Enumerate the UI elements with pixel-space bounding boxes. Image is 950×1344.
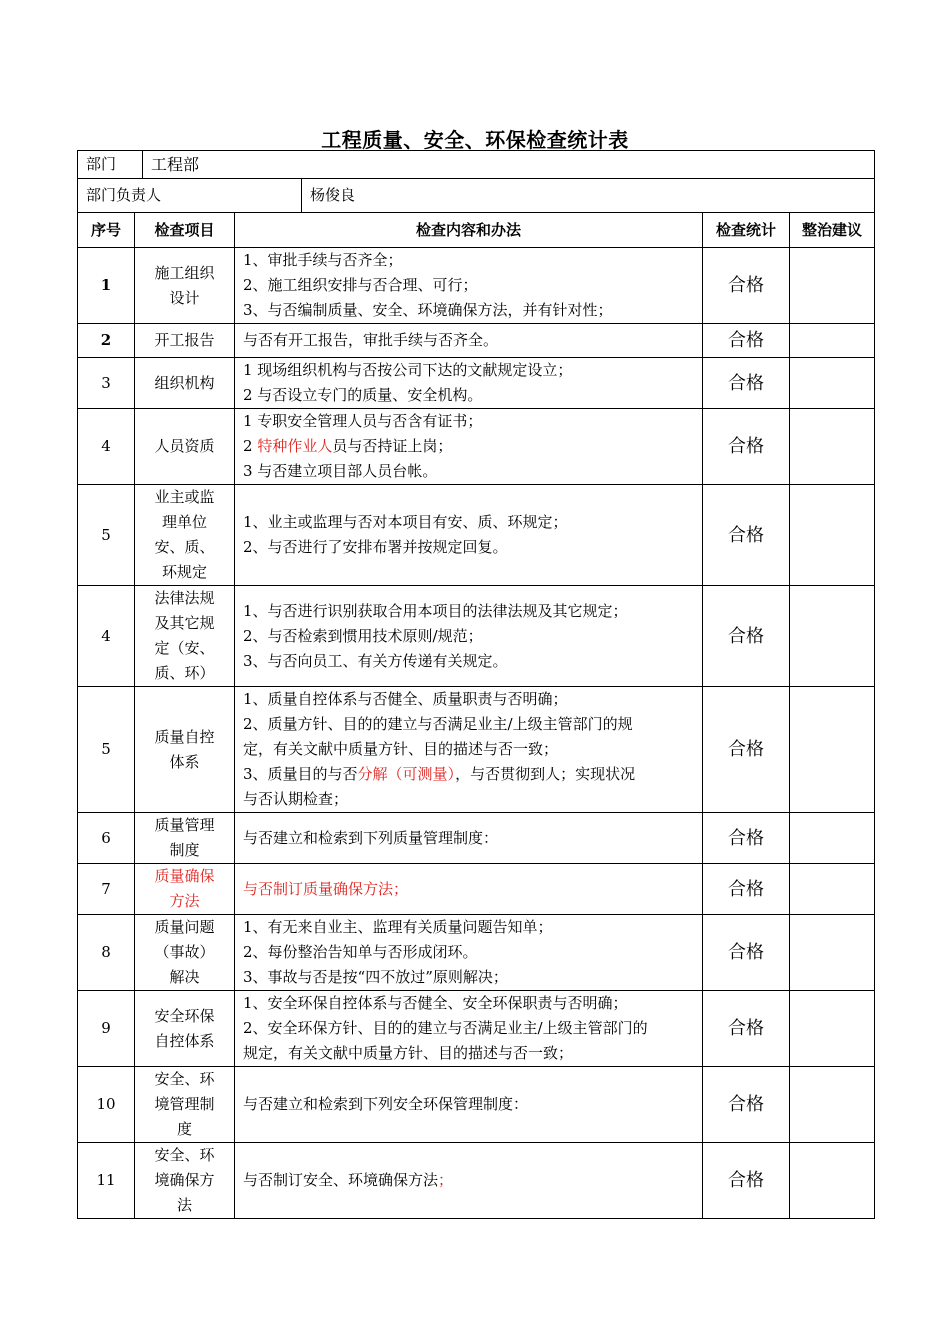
content-text: ，与否贯彻到人；实现状况 xyxy=(455,765,636,783)
check-content xyxy=(235,358,703,409)
rectify-suggestion xyxy=(790,248,875,324)
content-text: 3、质量目的与否 xyxy=(243,765,358,783)
rectify-suggestion xyxy=(790,813,875,864)
content-line xyxy=(243,1016,696,1041)
page-title: 工程质量、安全、环保检查统计表 xyxy=(321,128,629,152)
content-line xyxy=(243,248,696,273)
table-row xyxy=(78,991,875,1067)
check-stat: 合格 xyxy=(703,991,790,1067)
check-item xyxy=(135,586,235,687)
table-row xyxy=(78,687,875,813)
check-content xyxy=(235,248,703,324)
content-text: 3、事故与否是按“四不放过”原则解决； xyxy=(243,968,508,986)
content-text: 与否建立和检索到下列安全环保管理制度： xyxy=(243,1095,529,1113)
check-content xyxy=(235,864,703,915)
check-content xyxy=(235,991,703,1067)
content-text: 与否制订安全、环境确保方法 xyxy=(243,1171,439,1189)
check-item-line: 安、质、 xyxy=(154,538,215,556)
check-content xyxy=(235,813,703,864)
check-item-line: （事故） xyxy=(154,943,215,961)
check-stat: 合格 xyxy=(703,248,790,324)
table-header-row xyxy=(78,213,875,248)
content-line xyxy=(243,712,696,737)
check-content xyxy=(235,1143,703,1219)
check-item-line: 质、环） xyxy=(154,664,215,682)
check-item-line: 法 xyxy=(176,1196,192,1214)
content-line xyxy=(243,510,696,535)
content-line xyxy=(243,965,696,990)
check-item-line: 法律法规 xyxy=(154,589,215,607)
content-line xyxy=(243,358,696,383)
check-item-line: 设计 xyxy=(169,288,200,307)
row-number: 10 xyxy=(78,1067,135,1143)
content-text: 2 xyxy=(243,437,258,455)
check-content xyxy=(235,1067,703,1143)
content-text: 3、与否编制质量、安全、环境确保方法，并有针对性； xyxy=(243,301,613,319)
rectify-suggestion xyxy=(790,864,875,915)
content-text: 1 专职安全管理人员与否含有证书； xyxy=(243,412,483,430)
content-text: 3 与否建立项目部人员台帐。 xyxy=(243,462,438,480)
row-number: 1 xyxy=(78,248,135,324)
content-text: 2、与否进行了安排布署并按规定回复。 xyxy=(243,538,508,556)
content-line xyxy=(243,915,696,940)
rectify-suggestion xyxy=(790,586,875,687)
content-line xyxy=(243,1041,696,1066)
check-item-line: 质量问题 xyxy=(154,918,215,936)
rectify-suggestion xyxy=(790,991,875,1067)
table-row xyxy=(78,864,875,915)
row-number: 2 xyxy=(78,324,135,358)
content-text: 1、质量自控体系与否健全、质量职责与否明确； xyxy=(243,690,568,708)
content-line xyxy=(243,649,696,674)
table-body xyxy=(78,248,875,1219)
check-item-line: 安全、环 xyxy=(154,1070,215,1088)
content-line xyxy=(243,328,696,353)
header-stat: 检查统计 xyxy=(703,213,790,248)
content-line xyxy=(243,1168,696,1193)
check-item xyxy=(135,1143,235,1219)
check-item xyxy=(135,991,235,1067)
content-text: 员与否持证上岗； xyxy=(332,437,453,455)
content-line xyxy=(243,409,696,434)
check-stat: 合格 xyxy=(703,358,790,409)
content-line xyxy=(243,737,696,762)
dept-value: 工程部 xyxy=(143,151,875,179)
check-content xyxy=(235,409,703,485)
check-item-line: 方法 xyxy=(169,892,200,910)
row-number: 9 xyxy=(78,991,135,1067)
content-line xyxy=(243,687,696,712)
content-line xyxy=(243,877,696,902)
check-item-line: 自控体系 xyxy=(154,1031,215,1050)
content-text: 2、与否检索到惯用技术原则/规范； xyxy=(243,626,483,645)
header-item: 检查项目 xyxy=(135,213,235,248)
check-stat: 合格 xyxy=(703,1067,790,1143)
content-text: 与否建立和检索到下列质量管理制度： xyxy=(243,828,499,847)
content-text: 2、施工组织安排与否合理、可行； xyxy=(243,276,478,294)
content-text: 1、有无来自业主、监理有关质量问题告知单； xyxy=(243,918,553,936)
content-line xyxy=(243,826,696,851)
check-item-line: 理单位 xyxy=(161,513,207,531)
check-item xyxy=(135,1067,235,1143)
content-text: 1 现场组织机构与否按公司下达的文献规定设立； xyxy=(243,361,573,379)
header-content: 检查内容和办法 xyxy=(235,213,703,248)
content-line xyxy=(243,298,696,323)
content-text: 与否认期检查； xyxy=(243,790,349,808)
content-line xyxy=(243,535,696,560)
check-stat: 合格 xyxy=(703,687,790,813)
content-text: 3、与否向员工、有关方传递有关规定。 xyxy=(243,651,508,670)
check-item-line: 人员资质 xyxy=(154,437,215,455)
check-item-line: 质量管理 xyxy=(154,816,215,834)
rectify-suggestion xyxy=(790,687,875,813)
content-text: 1、安全环保自控体系与否健全、安全环保职责与否明确； xyxy=(243,994,628,1012)
check-item-line: 境确保方 xyxy=(154,1171,215,1189)
content-line xyxy=(243,599,696,624)
rectify-suggestion xyxy=(790,358,875,409)
check-item xyxy=(135,409,235,485)
dept-label: 部门 xyxy=(78,151,143,179)
check-content xyxy=(235,915,703,991)
table-row xyxy=(78,915,875,991)
rectify-suggestion xyxy=(790,1143,875,1219)
check-item xyxy=(135,915,235,991)
check-content xyxy=(235,485,703,586)
dept-head-value: 杨俊良 xyxy=(302,179,875,213)
row-number: 4 xyxy=(78,409,135,485)
content-text: 与否有开工报告，审批手续与否齐全。 xyxy=(243,331,499,349)
check-item xyxy=(135,358,235,409)
content-text: 2、安全环保方针、目的的建立与否满足业主/上级主管部门的 xyxy=(243,1019,648,1037)
content-text: 1、审批手续与否齐全； xyxy=(243,251,403,269)
row-number: 4 xyxy=(78,586,135,687)
content-line xyxy=(243,624,696,649)
row-number: 5 xyxy=(78,687,135,813)
content-line xyxy=(243,459,696,484)
check-item-line: 业主或监 xyxy=(154,488,215,506)
content-text: 2 与否设立专门的质量、安全机构。 xyxy=(243,386,483,404)
content-highlight: 分解（可测量） xyxy=(357,765,456,783)
content-line xyxy=(243,273,696,298)
check-item-line: 解决 xyxy=(169,968,200,986)
content-text: 1、与否进行识别获取合用本项目的法律法规及其它规定； xyxy=(243,601,628,620)
check-item-line: 度 xyxy=(176,1120,192,1138)
content-text: 规定，有关文献中质量方针、目的描述与否一致； xyxy=(243,1044,574,1062)
content-line xyxy=(243,434,696,459)
table-row xyxy=(78,324,875,358)
content-line xyxy=(243,991,696,1016)
rectify-suggestion xyxy=(790,915,875,991)
check-stat: 合格 xyxy=(703,864,790,915)
check-item xyxy=(135,864,235,915)
check-item-line: 境管理制 xyxy=(154,1095,215,1113)
rectify-suggestion xyxy=(790,1067,875,1143)
check-stat: 合格 xyxy=(703,586,790,687)
info-table xyxy=(77,150,875,213)
dept-head-label: 部门负责人 xyxy=(78,179,302,213)
check-stat: 合格 xyxy=(703,915,790,991)
content-text: 1、业主或监理与否对本项目有安、质、环规定； xyxy=(243,513,568,531)
row-number: 8 xyxy=(78,915,135,991)
row-number: 6 xyxy=(78,813,135,864)
check-item-line: 及其它规 xyxy=(154,614,215,632)
check-item-line: 施工组织 xyxy=(154,263,215,282)
table-row xyxy=(78,813,875,864)
header-no: 序号 xyxy=(78,213,135,248)
check-content xyxy=(235,586,703,687)
check-item-line: 定（安、 xyxy=(154,639,215,657)
table-row xyxy=(78,248,875,324)
row-number: 3 xyxy=(78,358,135,409)
table-row xyxy=(78,1143,875,1219)
check-item xyxy=(135,248,235,324)
content-text: 定，有关文献中质量方针、目的描述与否一致； xyxy=(243,740,559,758)
check-item xyxy=(135,687,235,813)
table-row xyxy=(78,358,875,409)
check-item-line: 安全环保 xyxy=(154,1006,215,1025)
content-text: 2、每份整治告知单与否形成闭环。 xyxy=(243,943,478,961)
check-item xyxy=(135,485,235,586)
row-number: 11 xyxy=(78,1143,135,1219)
content-line xyxy=(243,1092,696,1117)
content-line xyxy=(243,762,696,787)
inspection-table xyxy=(77,212,875,1219)
check-content xyxy=(235,687,703,813)
content-line xyxy=(243,383,696,408)
row-number: 5 xyxy=(78,485,135,586)
table-row xyxy=(78,1067,875,1143)
check-stat: 合格 xyxy=(703,485,790,586)
check-content xyxy=(235,324,703,358)
check-item-line: 组织机构 xyxy=(154,373,215,392)
check-item-line: 环规定 xyxy=(161,563,207,581)
content-highlight: 特种作业人 xyxy=(257,437,333,455)
check-item-line: 制度 xyxy=(169,841,200,859)
content-text: 2、质量方针、目的的建立与否满足业主/上级主管部门的规 xyxy=(243,715,633,733)
check-item xyxy=(135,324,235,358)
check-stat: 合格 xyxy=(703,1143,790,1219)
rectify-suggestion xyxy=(790,409,875,485)
check-stat: 合格 xyxy=(703,409,790,485)
rectify-suggestion xyxy=(790,324,875,358)
check-item-line: 体系 xyxy=(169,752,200,771)
content-highlight: 与否制订质量确保方法； xyxy=(243,879,409,898)
check-stat: 合格 xyxy=(703,813,790,864)
table-row xyxy=(78,485,875,586)
content-line xyxy=(243,787,696,812)
check-item-line: 质量确保 xyxy=(154,867,215,885)
row-number: 7 xyxy=(78,864,135,915)
check-item-line: 安全、环 xyxy=(154,1146,215,1164)
table-row xyxy=(78,409,875,485)
check-item-line: 质量自控 xyxy=(154,727,215,746)
content-line xyxy=(243,940,696,965)
check-stat: 合格 xyxy=(703,324,790,358)
header-suggest: 整治建议 xyxy=(790,213,875,248)
rectify-suggestion xyxy=(790,485,875,586)
table-row xyxy=(78,586,875,687)
content-highlight: ； xyxy=(438,1171,454,1189)
check-item-line: 开工报告 xyxy=(154,331,215,349)
check-item xyxy=(135,813,235,864)
